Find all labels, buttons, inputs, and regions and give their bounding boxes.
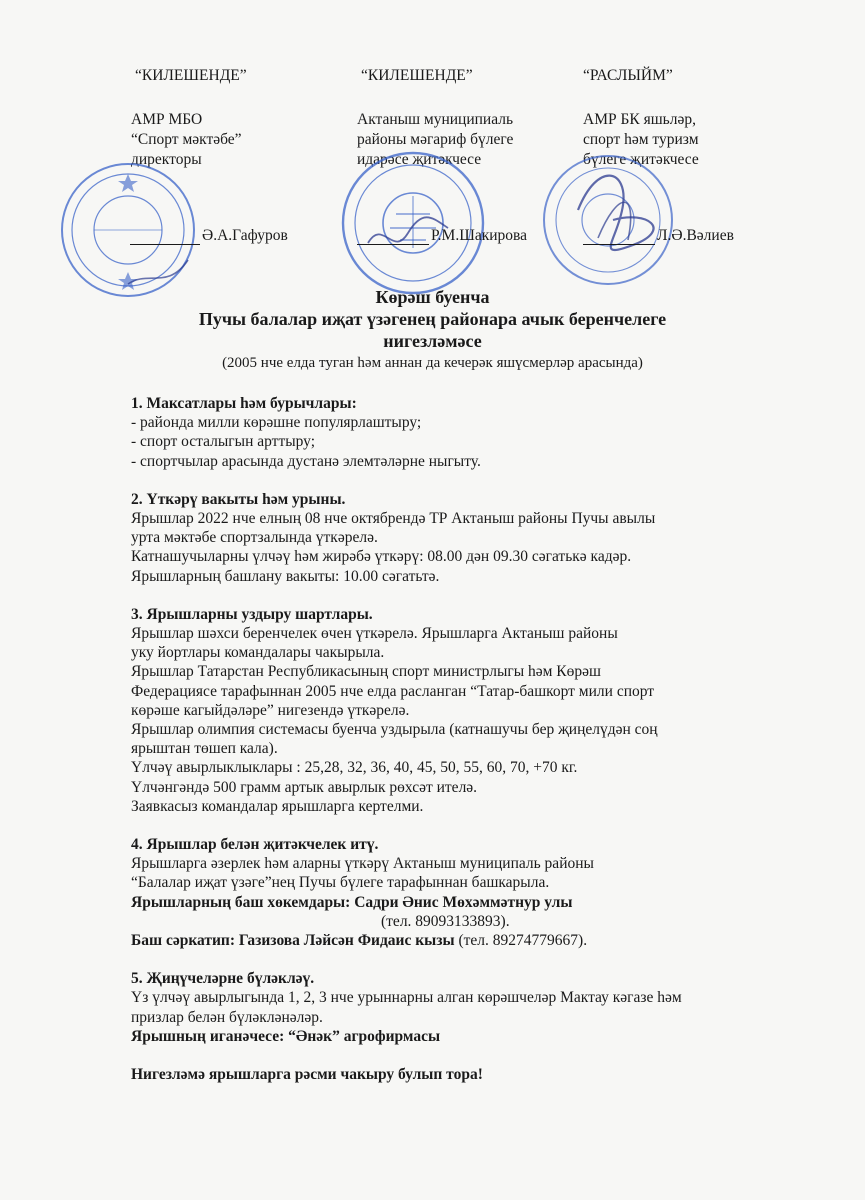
chief-judge-phone: (тел. 89093133893). [381, 912, 510, 930]
section-heading-1: 1. Максатлары һәм бурычлары: [131, 395, 357, 412]
approval-line: АМР МБО [131, 111, 203, 128]
body-line: Катнашучыларны үлчәү һәм жирәбә үткәрү: 08.00 дән 09.30 сәгатькә кадәр. [131, 548, 632, 566]
body-line: призлар белән бүләкләнәләр. [131, 1008, 323, 1026]
chief-judge: Ярышларның баш хөкемдары: Садри Әнис Мөхәммәтнур улы [131, 893, 573, 911]
stamp-2 [338, 148, 488, 298]
approval-line: бүлеге җитәкчесе [583, 151, 699, 168]
doc-subtitle: (2005 нче елда туган һәм аннан да кечерәк яшүсмерләр арасында) [222, 355, 643, 371]
body-line: Ярышлар шәхси беренчелек өчен үткәрелә. Ярышларга Актаныш районы [131, 625, 618, 643]
section-heading-2: 2. Үткәрү вакыты һәм урыны. [131, 490, 346, 508]
signatory-2 [357, 227, 527, 245]
signatory-name-1: Ә.А.Гафуров [202, 227, 288, 244]
body-line: Ярышларга әзерлек һәм аларны үткәрү Актаныш муниципаль районы [131, 855, 594, 873]
body-line: Заявкасыз командалар ярышларга кертелми. [131, 797, 424, 815]
approval-heading-3: “РАСЛЫЙМ” [583, 67, 673, 84]
body-line: - спортчылар арасында дустанә элемтәләрне ныгыту. [131, 452, 481, 470]
body-line: - районда милли көрәшне популярлаштыру; [131, 414, 422, 432]
signatory-1 [130, 227, 288, 245]
body-line: Үлчәү авырлыклыклары : 25,28, 32, 36, 40, 45, 50, 55, 60, 70, +70 кг. [131, 759, 578, 777]
chief-secretary [131, 931, 682, 950]
approval-line: Актаныш муниципиаль [357, 111, 514, 128]
approval-heading-1: “КИЛЕШЕНДЕ” [135, 67, 247, 84]
closing-statement: Нигезләмә ярышларга рәсми чакыру булып тора! [131, 1066, 483, 1084]
doc-title-line3: нигезләмәсе [383, 331, 482, 351]
approval-line: спорт һәм туризм [583, 131, 699, 148]
stamp-3 [538, 150, 678, 290]
approval-heading-2: “КИЛЕШЕНДЕ” [361, 67, 473, 84]
section-heading-3: 3. Ярышларны уздыру шартлары. [131, 605, 373, 623]
body-line: Үлчәнгәндә 500 грамм артык авырлык рөхсәт ителә. [131, 778, 478, 796]
body-line: Ярышлар 2022 нче елның 08 нче октябрендә ТР Актаныш районы Пучы авылы [131, 510, 656, 528]
approval-line: районы мәгариф бүлеге [357, 131, 514, 148]
approval-col-1 [131, 66, 247, 170]
doc-title-line1: Көрәш буенча [375, 287, 490, 307]
approval-line: идарәсе җитәкчесе [357, 151, 482, 168]
doc-title-line2: Пучы балалар иҗат үзәгенең районара ачык беренчелеге [198, 309, 667, 329]
signatory-name-2: Р.М.Шакирова [431, 227, 528, 244]
section-heading-5: 5. Җиңүчеләрне бүләкләү. [131, 970, 315, 988]
approval-line: директоры [131, 151, 202, 168]
doc-body [131, 394, 682, 1084]
body-line: Ярышлар Татарстан Республикасының спорт министрлыгы һәм Көрәш [131, 663, 601, 681]
signatory-3 [583, 227, 734, 245]
body-line: ярыштан төшеп кала). [131, 740, 278, 758]
body-line: Үз үлчәү авырлыгында 1, 2, 3 нче урыннарны алган көрәшчеләр Мактау кәгазе һәм [131, 989, 682, 1007]
sponsor: Ярышның иганәчесе: “Әнәк” агрофирмасы [131, 1027, 441, 1045]
body-line: Ярышлар олимпия системасы буенча уздырыла (катнашучы бер җиңелүдән соң [131, 721, 658, 739]
approval-line: “Спорт мәктәбе” [131, 131, 242, 148]
body-line: урта мәктәбе спортзалында үткәрелә. [131, 529, 378, 547]
chief-secretary-name: Баш сәркатип: Газизова Ләйсән Фидаис кызы [131, 932, 455, 950]
body-line: Ярышларның башлану вакыты: 10.00 сәгатьтә. [131, 567, 440, 585]
body-line: уку йортлары командалары чакырыла. [131, 644, 385, 662]
section-heading-4: 4. Ярышлар белән җитәкчелек итү. [131, 836, 379, 854]
signatory-name-3: Л.Ә.Вәлиев [657, 227, 734, 244]
approval-line: АМР БК яшьләр, [583, 111, 696, 128]
body-line: Федерациясе тарафыннан 2005 нче елда расланган “Татар-башкорт мили спорт [131, 682, 655, 700]
chief-secretary-phone: (тел. 89274779667). [454, 932, 588, 950]
body-line: - спорт осталыгын арттыру; [131, 433, 316, 451]
body-line: көрәше кагыйдәләре” нигезендә үткәрелә. [131, 701, 410, 719]
body-line: “Балалар иҗат үзәге”нең Пучы бүлеге тарафыннан башкарыла. [131, 874, 550, 892]
